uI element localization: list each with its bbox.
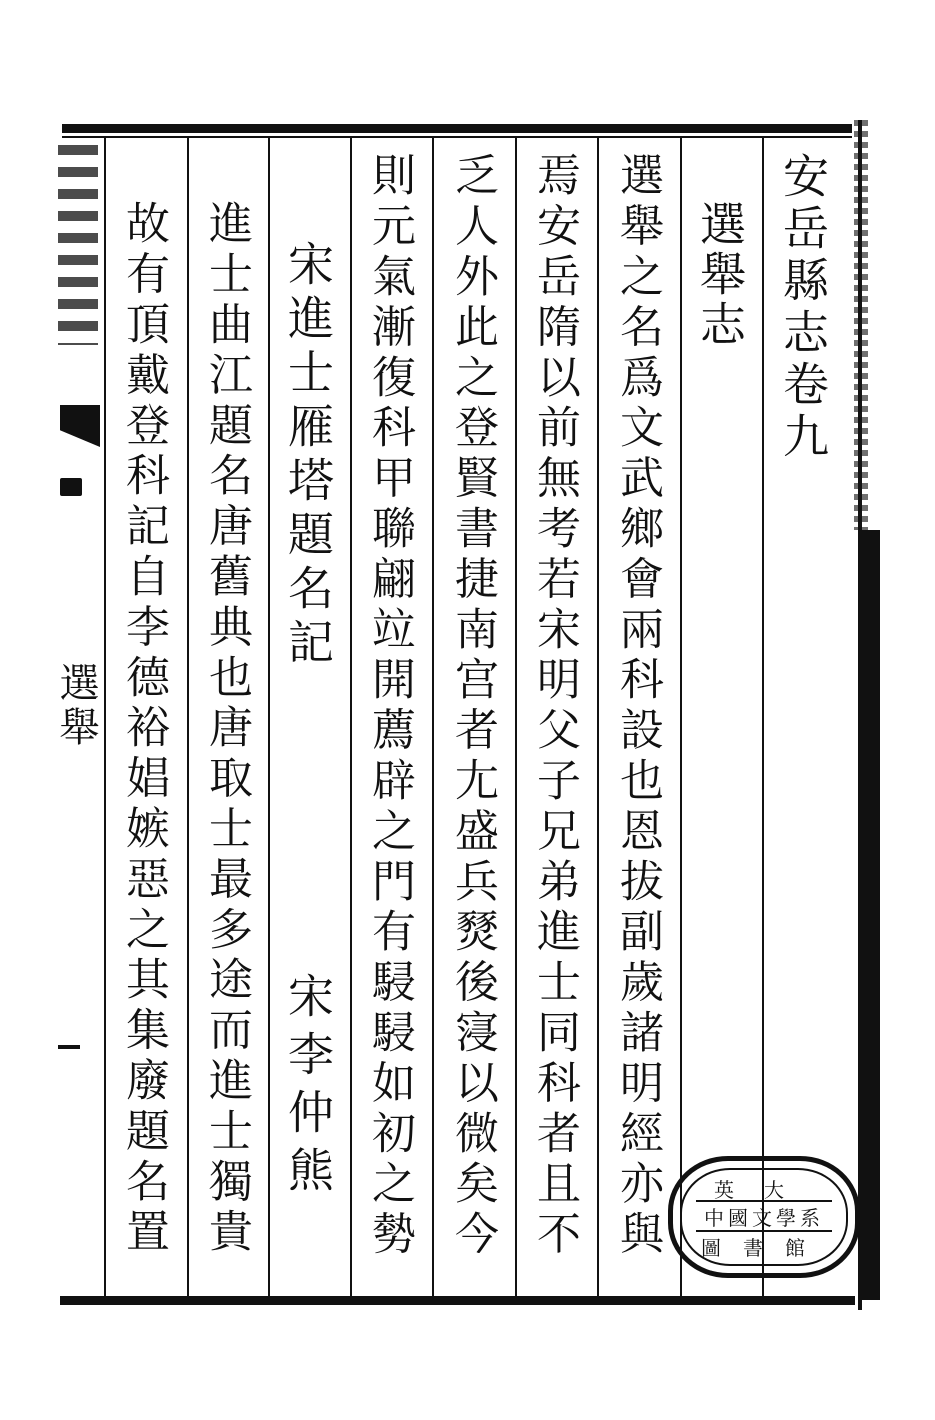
column-rule — [432, 138, 434, 1298]
frame-top-border — [62, 124, 852, 133]
book-title: 安岳縣志卷九 — [776, 152, 830, 464]
column-rule — [187, 138, 189, 1298]
seal-text-row-1: 英大 — [714, 1178, 814, 1202]
column-rule — [680, 138, 682, 1298]
text-column-1: 選舉之名爲文武鄉會兩科設也恩拔副歲諸明經亦與 — [612, 152, 663, 1261]
text-column-4: 則元氣漸復科甲聯翩竝開薦辟之門有駸駸如初之勢 — [364, 152, 415, 1261]
text-column-3: 乏人外此之登賢書捷南宫者尢盛兵燹後寖以微矣今 — [447, 152, 498, 1261]
seal-text-row-3: 圖書館 — [701, 1236, 827, 1260]
frame-right-bar — [862, 530, 880, 1300]
frame-right-damage — [854, 120, 868, 530]
column-rule — [515, 138, 517, 1298]
column-rule — [762, 138, 764, 1298]
essay-title: 宋進士雁塔題名記 — [281, 240, 335, 672]
margin-mark — [60, 478, 82, 496]
margin-section-label: 選舉 — [53, 662, 99, 750]
column-rule — [350, 138, 352, 1298]
column-rule — [597, 138, 599, 1298]
frame-bottom-border — [60, 1296, 855, 1305]
margin-page-number — [58, 1045, 80, 1049]
seal-text-row-2: 中國文學系 — [704, 1206, 824, 1230]
column-rule — [268, 138, 270, 1298]
section-heading: 選舉志 — [693, 200, 747, 350]
library-seal — [668, 1156, 860, 1278]
margin-header-damage — [58, 145, 98, 345]
text-column-2: 焉安岳隋以前無考若宋明父子兄弟進士同科者且不 — [529, 152, 580, 1261]
essay-column-2: 故有頂戴登科記自李德裕娼嫉惡之其集廢題名置 — [118, 200, 169, 1259]
frame-top-inner-border — [62, 136, 852, 138]
essay-author: 宋李仲熊 — [281, 972, 335, 1204]
essay-column-1: 進士曲江題名唐舊典也唐取士最多途而進士獨貴 — [201, 200, 252, 1259]
